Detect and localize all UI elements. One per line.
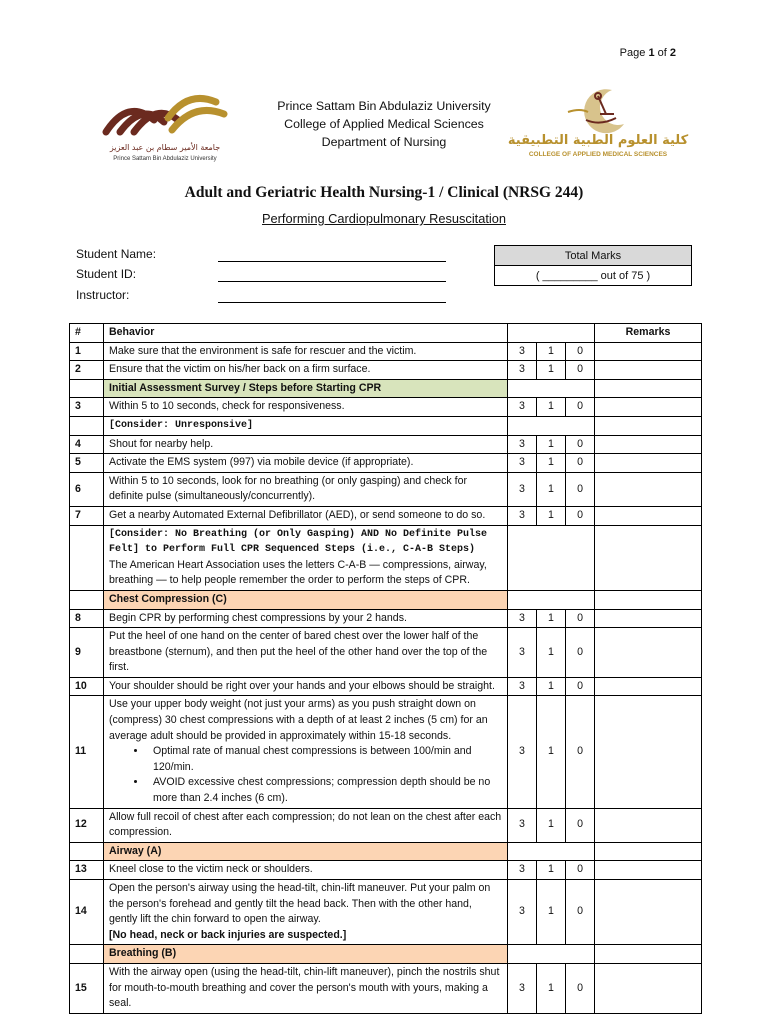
behavior-text: Open the person's airway using the head-tilt, chin-lift maneuver. Put your palm on the person's forehead and gently tilt the head back. Then with the other hand, gently lift the chin forward to open the airway. xyxy=(109,882,491,926)
row-number: 1 xyxy=(70,342,104,361)
score-1[interactable]: 1 xyxy=(537,454,566,473)
remarks-cell[interactable] xyxy=(595,398,702,417)
consider-row xyxy=(70,525,702,590)
score-3[interactable]: 3 xyxy=(508,435,537,454)
behavior-bullets xyxy=(109,744,502,806)
behavior-text: Ensure that the victim on his/her back on a firm surface. xyxy=(104,361,508,380)
behavior-text: Your shoulder should be right over your hands and your elbows should be straight. xyxy=(104,677,508,696)
section-row xyxy=(70,590,702,609)
page-number: Page 1 of 2 xyxy=(619,47,676,59)
score-3[interactable]: 3 xyxy=(508,361,537,380)
remarks-cell[interactable] xyxy=(595,696,702,808)
remarks-cell[interactable] xyxy=(595,861,702,880)
behavior-text: Make sure that the environment is safe for rescuer and the victim. xyxy=(104,342,508,361)
score-0[interactable]: 0 xyxy=(566,454,595,473)
total-marks-value[interactable]: ( _________ out of 75 ) xyxy=(495,266,692,286)
row-number: 4 xyxy=(70,435,104,454)
remarks-cell[interactable] xyxy=(595,880,702,945)
section-row xyxy=(70,945,702,964)
score-1[interactable]: 1 xyxy=(537,880,566,945)
behavior-cell xyxy=(104,880,508,945)
table-row xyxy=(70,861,702,880)
behavior-cell xyxy=(104,696,508,808)
remarks-cell[interactable] xyxy=(595,677,702,696)
college-name: College of Applied Medical Sciences xyxy=(284,117,484,131)
section-row xyxy=(70,379,702,398)
score-0[interactable]: 0 xyxy=(566,361,595,380)
row-number: 15 xyxy=(70,963,104,1013)
table-row xyxy=(70,963,702,1013)
score-1[interactable]: 1 xyxy=(537,696,566,808)
score-0[interactable]: 0 xyxy=(566,628,595,678)
document-subtitle: Performing Cardiopulmonary Resuscitation xyxy=(262,211,506,226)
score-0[interactable]: 0 xyxy=(566,506,595,525)
cams-logo-english: COLLEGE OF APPLIED MEDICAL SCIENCES xyxy=(528,151,668,158)
score-0[interactable]: 0 xyxy=(566,696,595,808)
section-title: Breathing (B) xyxy=(104,945,508,964)
row-number: 13 xyxy=(70,861,104,880)
behavior-text: Put the heel of one hand on the center of bared chest over the lower half of the breastbone (sternum), and then put the heel of the other hand over the top of the first. xyxy=(104,628,508,678)
score-3[interactable]: 3 xyxy=(508,880,537,945)
section-title: Initial Assessment Survey / Steps before Starting CPR xyxy=(104,379,508,398)
score-0[interactable]: 0 xyxy=(566,963,595,1013)
col-score-header xyxy=(508,324,595,343)
student-id-field[interactable] xyxy=(218,281,446,282)
consider-note: [Consider: No Breathing (or Only Gasping) AND No Definite Pulse Felt] to Perform Full CPR Sequenced Steps (i.e., C-A-B Steps) xyxy=(109,528,488,556)
score-3[interactable]: 3 xyxy=(508,677,537,696)
behavior-text: Kneel close to the victim neck or shoulders. xyxy=(104,861,508,880)
behavior-note: [No head, neck or back injuries are suspected.] xyxy=(109,928,347,941)
score-3[interactable]: 3 xyxy=(508,472,537,506)
table-row xyxy=(70,609,702,628)
behavior-text: With the airway open (using the head-tilt, chin-lift maneuver), pinch the nostrils shut for mouth-to-mouth breathing and cover the person's mouth with yours, making a seal. xyxy=(104,963,508,1013)
behavior-text: Within 5 to 10 seconds, check for responsiveness. xyxy=(104,398,508,417)
row-number: 3 xyxy=(70,398,104,417)
university-name: Prince Sattam Bin Abdulaziz University xyxy=(277,99,491,113)
score-0[interactable]: 0 xyxy=(566,880,595,945)
score-1[interactable]: 1 xyxy=(537,628,566,678)
score-3[interactable]: 3 xyxy=(508,454,537,473)
cams-logo xyxy=(507,82,689,162)
table-row xyxy=(70,808,702,842)
remarks-cell[interactable] xyxy=(595,435,702,454)
remarks-cell[interactable] xyxy=(595,472,702,506)
score-1[interactable]: 1 xyxy=(537,342,566,361)
section-title: Airway (A) xyxy=(104,842,508,861)
score-1[interactable]: 1 xyxy=(537,963,566,1013)
remarks-cell[interactable] xyxy=(595,628,702,678)
behavior-text: Begin CPR by performing chest compressions by your 2 hands. xyxy=(104,609,508,628)
behavior-text: Shout for nearby help. xyxy=(104,435,508,454)
aha-note: The American Heart Association uses the letters C-A-B — compressions, airway, breathing — to help people remember the order to perform the steps of CPR. xyxy=(109,558,487,587)
behavior-text: Allow full recoil of chest after each compression; do not lean on the chest after each compression. xyxy=(104,808,508,842)
table-row xyxy=(70,398,702,417)
row-number: 11 xyxy=(70,696,104,808)
table-row xyxy=(70,342,702,361)
row-number: 6 xyxy=(70,472,104,506)
instructor-label: Instructor: xyxy=(76,288,130,302)
score-3[interactable]: 3 xyxy=(508,342,537,361)
table-row xyxy=(70,696,702,808)
row-number: 2 xyxy=(70,361,104,380)
score-3[interactable]: 3 xyxy=(508,963,537,1013)
psau-logo-english: Prince Sattam Bin Abdulaziz University xyxy=(113,156,217,162)
student-name-label: Student Name: xyxy=(76,247,157,261)
score-0[interactable]: 0 xyxy=(566,609,595,628)
row-number: 14 xyxy=(70,880,104,945)
table-row xyxy=(70,435,702,454)
score-1[interactable]: 1 xyxy=(537,472,566,506)
score-1[interactable]: 1 xyxy=(537,677,566,696)
row-number: 12 xyxy=(70,808,104,842)
col-remarks-header: Remarks xyxy=(595,324,702,343)
remarks-cell[interactable] xyxy=(595,361,702,380)
col-num-header: # xyxy=(70,324,104,343)
consider-cell xyxy=(104,525,508,590)
score-0[interactable]: 0 xyxy=(566,677,595,696)
behavior-text: Within 5 to 10 seconds, look for no breathing (or only gasping) and check for definite pulse (simultaneously/concurrently). xyxy=(104,472,508,506)
table-row xyxy=(70,472,702,506)
behavior-text: Get a nearby Automated External Defibrillator (AED), or send someone to do so. xyxy=(104,506,508,525)
consider-row xyxy=(70,416,702,435)
table-row xyxy=(70,677,702,696)
score-1[interactable]: 1 xyxy=(537,609,566,628)
score-3[interactable]: 3 xyxy=(508,398,537,417)
score-0[interactable]: 0 xyxy=(566,342,595,361)
row-number: 8 xyxy=(70,609,104,628)
table-row xyxy=(70,454,702,473)
student-id-label: Student ID: xyxy=(76,267,137,281)
score-3[interactable]: 3 xyxy=(508,861,537,880)
consider-note: [Consider: Unresponsive] xyxy=(104,416,508,435)
score-1[interactable]: 1 xyxy=(537,398,566,417)
section-title: Chest Compression (C) xyxy=(104,590,508,609)
table-row xyxy=(70,628,702,678)
table-row xyxy=(70,506,702,525)
cpr-checklist-table xyxy=(69,323,702,1014)
total-marks-label: Total Marks xyxy=(495,246,692,266)
score-0[interactable]: 0 xyxy=(566,398,595,417)
score-1[interactable]: 1 xyxy=(537,861,566,880)
score-0[interactable]: 0 xyxy=(566,861,595,880)
student-name-field[interactable] xyxy=(218,261,446,262)
table-row xyxy=(70,880,702,945)
score-3[interactable]: 3 xyxy=(508,506,537,525)
table-header-row xyxy=(70,324,702,343)
score-3[interactable]: 3 xyxy=(508,609,537,628)
score-1[interactable]: 1 xyxy=(537,506,566,525)
psau-logo-arabic: جامعة الأمير سطام بن عبد العزيز xyxy=(109,143,221,152)
remarks-cell[interactable] xyxy=(595,609,702,628)
row-number: 5 xyxy=(70,454,104,473)
behavior-text: Activate the EMS system (997) via mobile device (if appropriate). xyxy=(104,454,508,473)
remarks-cell[interactable] xyxy=(595,506,702,525)
document-title: Adult and Geriatric Health Nursing-1 / Clinical (NRSG 244) xyxy=(184,184,584,201)
instructor-field[interactable] xyxy=(218,302,446,303)
score-3[interactable]: 3 xyxy=(508,696,537,808)
bullet-item: • AVOID excessive chest compressions; compression depth should be no more than 2.4 inches (6 cm). xyxy=(147,775,502,806)
table-row xyxy=(70,361,702,380)
score-0[interactable]: 0 xyxy=(566,472,595,506)
remarks-cell[interactable] xyxy=(595,963,702,1013)
score-3[interactable]: 3 xyxy=(508,628,537,678)
department-name: Department of Nursing xyxy=(321,135,447,149)
row-number: 9 xyxy=(70,628,104,678)
score-3[interactable]: 3 xyxy=(508,808,537,842)
remarks-cell[interactable] xyxy=(595,808,702,842)
remarks-cell[interactable] xyxy=(595,454,702,473)
row-number: 10 xyxy=(70,677,104,696)
score-0[interactable]: 0 xyxy=(566,435,595,454)
score-1[interactable]: 1 xyxy=(537,361,566,380)
behavior-text: Use your upper body weight (not just your arms) as you push straight down on (compress) 30 chest compressions with a depth of at least 2 inches (5 cm) for an average adult should be provided in approximately within 15-18 seconds. xyxy=(109,698,488,742)
section-row xyxy=(70,842,702,861)
bullet-item: • Optimal rate of manual chest compressions is between 100/min and 120/min. xyxy=(147,744,502,775)
cams-logo-arabic: كلية العلوم الطبية التطبيقية xyxy=(507,133,689,148)
score-1[interactable]: 1 xyxy=(537,435,566,454)
remarks-cell[interactable] xyxy=(595,342,702,361)
total-marks-box xyxy=(494,245,692,286)
col-behavior-header: Behavior xyxy=(104,324,508,343)
score-1[interactable]: 1 xyxy=(537,808,566,842)
row-number: 7 xyxy=(70,506,104,525)
score-0[interactable]: 0 xyxy=(566,808,595,842)
